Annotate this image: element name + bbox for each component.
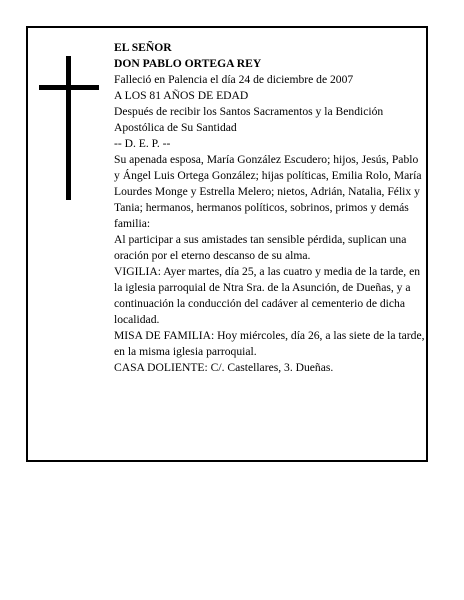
family-paragraph: Su apenada esposa, María González Escudero; hijos, Jesús, Pablo y Ángel Luis Ortega González; hijas políticas, Emilia Rolo, María Lourdes Monge y Estrella Melero; nietos, Adrián, Natalia, Félix y Tania; hermanos, hermanos políticos, sobrinos, primos y demás familia: <box>114 153 422 230</box>
header-title: EL SEÑOR <box>114 41 172 54</box>
rip-line: -- D. E. P. -- <box>114 137 171 150</box>
mourning-house-paragraph: CASA DOLIENTE: C/. Castellares, 3. Dueñas. <box>114 361 334 374</box>
obituary-text <box>114 40 426 376</box>
prayer-request-paragraph: Al participar a sus amistades tan sensible pérdida, suplican una oración por el eterno descanso de su alma. <box>114 233 407 262</box>
age-line: A LOS 81 AÑOS DE EDAD <box>114 89 249 102</box>
deceased-name: DON PABLO ORTEGA REY <box>114 57 262 70</box>
obituary-notice <box>26 26 428 462</box>
cross-vertical-bar <box>66 56 71 200</box>
cross-icon <box>39 56 99 200</box>
cross-horizontal-bar <box>39 85 99 90</box>
family-mass-paragraph: MISA DE FAMILIA: Hoy miércoles, día 26, a las siete de la tarde, en la misma iglesia parroquial. <box>114 329 425 358</box>
death-date: Falleció en Palencia el día 24 de diciembre de 2007 <box>114 73 354 86</box>
vigil-paragraph: VIGILIA: Ayer martes, día 25, a las cuatro y media de la tarde, en la iglesia parroquial de Ntra Sra. de la Asunción, de Dueñas, y a continuación la conducción del cadáver al cementerio de dicha localidad. <box>114 265 421 326</box>
sacraments-paragraph: Después de recibir los Santos Sacramentos y la Bendición Apostólica de Su Santidad <box>114 105 384 134</box>
